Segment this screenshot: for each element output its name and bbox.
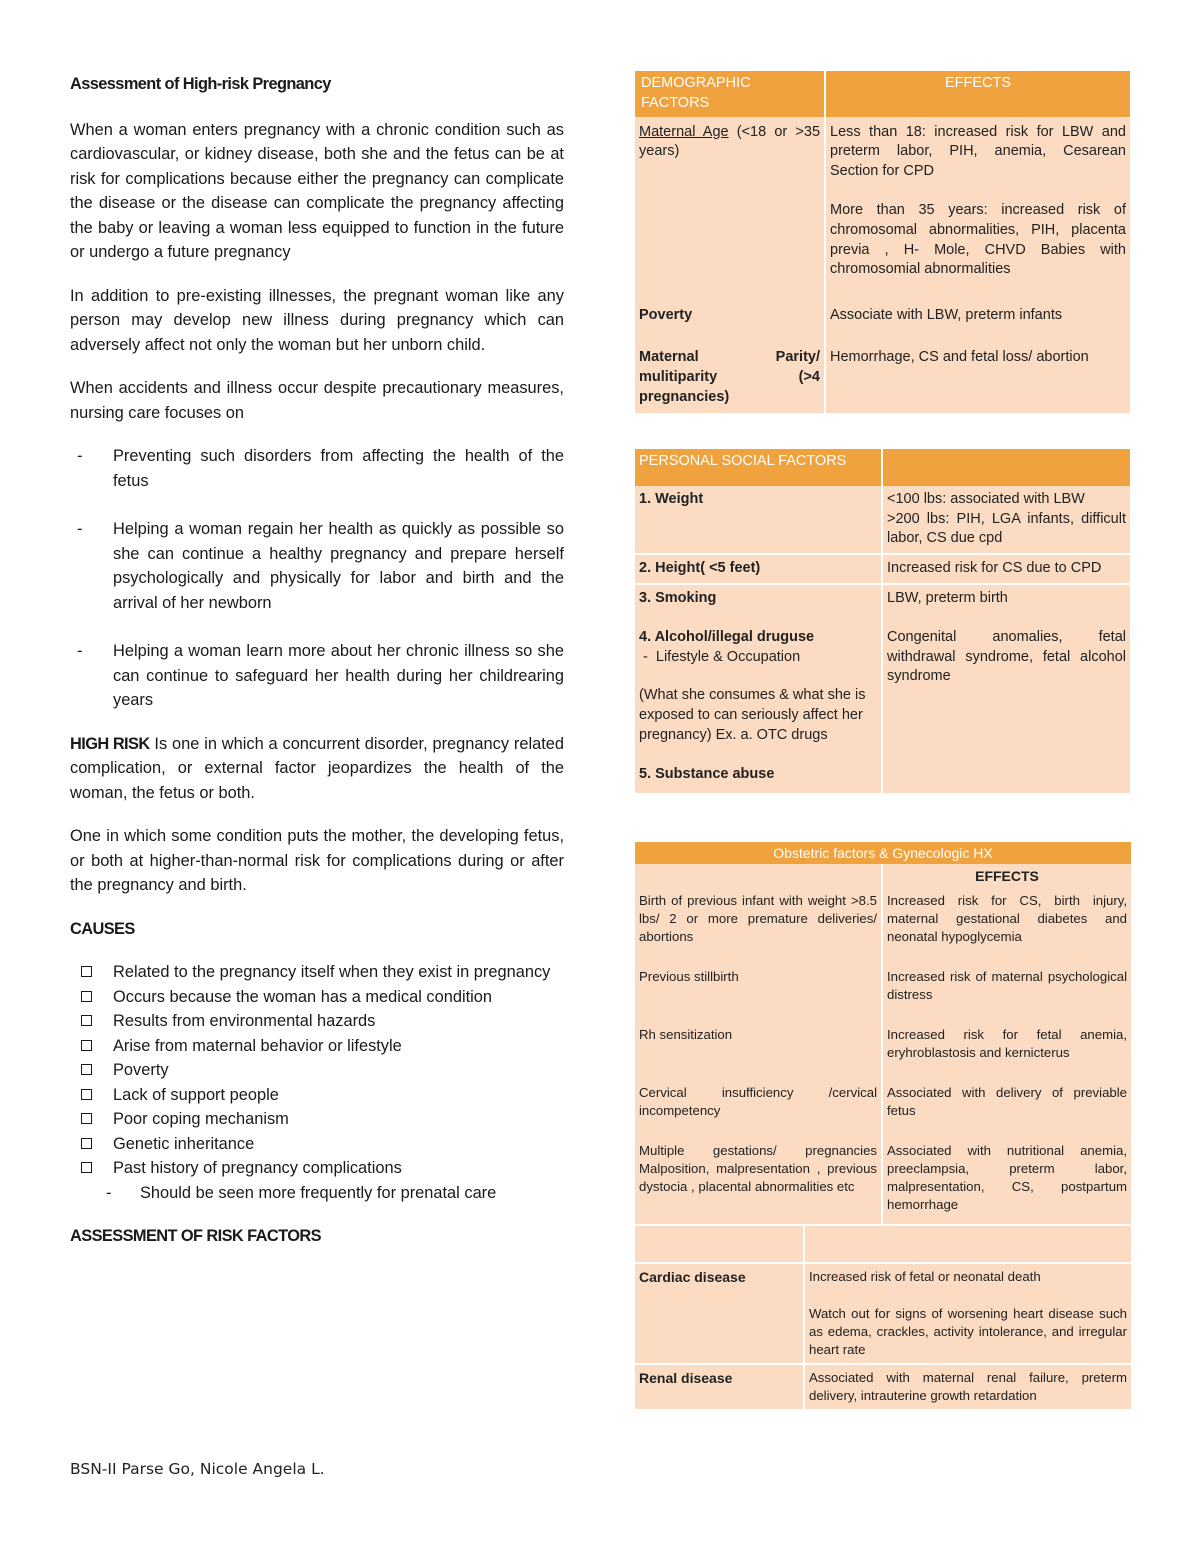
effect-cell: Associated with nutritional anemia, preeclampsia, preterm labor, malpresentation, CS, postpartum hemorrhage (882, 1138, 1131, 1225)
causes-heading: CAUSES (70, 919, 135, 938)
age-effect-over-35: More than 35 years: increased risk of chromosomal abnormalities, PIH, placenta previa , H- Mole, CHVD Babies with chromosomial abnormalities (830, 201, 1126, 278)
effect-cell: Associated with delivery of previable fetus (882, 1080, 1131, 1138)
factor-cell: Previous stillbirth (635, 964, 882, 1022)
left-column (70, 72, 564, 1268)
table-cell (882, 486, 1130, 554)
list-item (70, 960, 564, 985)
checkbox-icon (81, 1040, 92, 1051)
obstetric-effects-header: EFFECTS (882, 864, 1131, 888)
weight-effect-low: <100 lbs: associated with LBW (887, 490, 1085, 507)
list-item (70, 985, 564, 1010)
checkbox-icon (81, 1162, 92, 1173)
cardiac-disease-label: Cardiac disease (635, 1263, 804, 1364)
list-item (70, 1083, 564, 1108)
checkbox-icon (81, 991, 92, 1002)
renal-disease-label: Renal disease (635, 1364, 804, 1409)
checkbox-icon (81, 1138, 92, 1149)
demographic-factors-table (635, 71, 1130, 413)
renal-effect: Associated with maternal renal failure, preterm delivery, intrauterine growth retardation (804, 1364, 1131, 1409)
high-risk-term: HIGH RISK (70, 734, 150, 753)
empty-cell (635, 864, 882, 888)
maternal-age-label: Maternal Age (639, 123, 729, 140)
factor-cell: Multiple gestations/ pregnancies Malposition, malpresentation , previous dystocia , placental abnormalities etc (635, 1138, 882, 1225)
list-item (70, 1034, 564, 1059)
high-risk-text: Is one in which a concurrent disorder, pregnancy related complication, or external factor jeopardizes the health of the woman, the fetus or both. (70, 734, 564, 802)
empty-cell (635, 1225, 804, 1263)
lifestyle-text: Lifestyle & Occupation (655, 648, 801, 665)
nursing-focus-list (70, 444, 564, 713)
list-item (70, 1009, 564, 1034)
checkbox-icon (81, 1113, 92, 1124)
personal-social-header: PERSONAL SOCIAL FACTORS (635, 449, 882, 486)
footer-author: BSN-II Parse Go, Nicole Angela L. (70, 1460, 325, 1478)
cause-text: Poor coping mechanism (113, 1110, 289, 1128)
factor-cell: Cervical insufficiency /cervical incompetency (635, 1080, 882, 1138)
cause-text: Results from environmental hazards (113, 1012, 376, 1030)
higher-risk-paragraph: One in which some condition puts the mother, the developing fetus, or both at higher-than-normal risk for complications during or after the pregnancy and birth. (70, 827, 564, 894)
demographic-header: DEMOGRAPHIC FACTORS (635, 71, 825, 117)
cause-text: Poverty (113, 1061, 169, 1079)
list-item (70, 1156, 564, 1181)
illness-paragraph: In addition to pre-existing illnesses, the pregnant woman like any person may develop new illness during pregnancy which can adversely affect not only the woman but her unborn child. (70, 286, 564, 354)
checkbox-icon (81, 1089, 92, 1100)
effect-cell: Increased risk for CS, birth injury, maternal gestational diabetes and neonatal hypoglycemia (882, 888, 1131, 964)
effect-cell: Increased risk for fetal anemia, eryhroblastosis and kernicterus (882, 1022, 1131, 1080)
height-effect: Increased risk for CS due to CPD (882, 554, 1130, 584)
list-item (70, 1132, 564, 1157)
table-cell (825, 117, 1130, 303)
parity-effect: Hemorrhage, CS and fetal loss/ abortion (825, 344, 1130, 413)
table-cell (882, 584, 1130, 793)
checkbox-icon (81, 1015, 92, 1026)
empty-cell (804, 1225, 1131, 1263)
weight-effect-high: >200 lbs: PIH, LGA infants, difficult labor, CS due cpd (887, 510, 1126, 547)
weight-label: 1. Weight (635, 486, 882, 554)
poverty-label: Poverty (635, 302, 825, 344)
effects-header: EFFECTS (825, 71, 1130, 117)
substance-abuse-label: 5. Substance abuse (639, 765, 775, 782)
smoking-effect: LBW, preterm birth (887, 589, 1008, 606)
smoking-label: 3. Smoking (639, 589, 717, 606)
causes-sub-item: - Should be seen more frequently for prenatal care (70, 1181, 564, 1206)
age-effect-under-18: Less than 18: increased risk for LBW and preterm labor, PIH, anemia, Cesarean Section for CPD (830, 123, 1126, 180)
parity-label: Maternal Parity/ mulitiparity (>4 pregnancies) (635, 344, 825, 413)
cause-text: Arise from maternal behavior or lifestyle (113, 1036, 402, 1055)
obstetric-header: Obstetric factors & Gynecologic HX (635, 842, 1131, 864)
cardiac-effect-risk: Increased risk of fetal or neonatal death (809, 1269, 1041, 1284)
high-risk-definition (70, 732, 564, 806)
document-title: Assessment of High-risk Pregnancy (70, 75, 331, 93)
height-label: 2. Height( <5 feet) (635, 554, 882, 584)
empty-header (882, 449, 1130, 486)
list-item: - Helping a woman learn more about her chronic illness so she can continue to safeguard her health during her childrearing years (70, 639, 564, 713)
poverty-effect: Associate with LBW, preterm infants (825, 302, 1130, 344)
checkbox-icon (81, 1064, 92, 1075)
cause-text: Past history of pregnancy complications (113, 1159, 402, 1177)
cardiac-effect-watch: Watch out for signs of worsening heart disease such as edema, crackles, activity intolerance, and irregular heart rate (809, 1306, 1128, 1357)
intro-paragraph: When a woman enters pregnancy with a chronic condition such as cardiovascular, or kidney disease, both she and the fetus can be at risk for complications because either the pregnancy can complicate the disease or the disease can complicate the pregnancy affecting the baby or leaving a woman less equipped to function in the future or undergo a future pregnancy (70, 120, 564, 261)
nursing-care-paragraph: When accidents and illness occur despite precautionary measures, nursing care focuses on (70, 379, 564, 422)
alcohol-effect: Congenital anomalies, fetal withdrawal syndrome, fetal alcohol syndrome (887, 628, 1126, 685)
table-cell (804, 1263, 1131, 1364)
cause-text: Genetic inheritance (113, 1134, 255, 1153)
assessment-heading: ASSESSMENT OF RISK FACTORS (70, 1227, 321, 1245)
list-item: - Preventing such disorders from affecting the health of the fetus (70, 444, 564, 493)
factor-cell: Rh sensitization (635, 1022, 882, 1080)
table-cell (635, 584, 882, 793)
list-item (70, 1107, 564, 1132)
lifestyle-item: - Lifestyle & Occupation (643, 648, 801, 665)
obstetric-factors-table (635, 842, 1131, 1409)
consumption-note: (What she consumes & what she is exposed to can seriously affect her pregnancy) Ex. a. OTC drugs (639, 687, 866, 743)
effect-cell: Increased risk of maternal psychological distress (882, 964, 1131, 1022)
cause-text: Occurs because the woman has a medical condition (113, 987, 493, 1006)
list-item: - Helping a woman regain her health as quickly as possible so she can continue a healthy pregnancy and prepare herself psychologically and physically for labor and birth and the arrival of her newborn (70, 517, 564, 615)
table-cell (635, 117, 825, 303)
checkbox-icon (81, 966, 92, 977)
maternal-age-range: (<18 or >35 years) (639, 123, 821, 160)
factor-cell: Birth of previous infant with weight >8.5 lbs/ 2 or more premature deliveries/ abortions (635, 888, 882, 964)
cause-text: Lack of support people (113, 1085, 279, 1104)
cause-text: Related to the pregnancy itself when they exist in pregnancy (113, 963, 551, 981)
causes-list (70, 960, 564, 1181)
list-item (70, 1058, 564, 1083)
personal-social-factors-table (635, 449, 1130, 793)
alcohol-label: 4. Alcohol/illegal druguse (639, 628, 815, 645)
